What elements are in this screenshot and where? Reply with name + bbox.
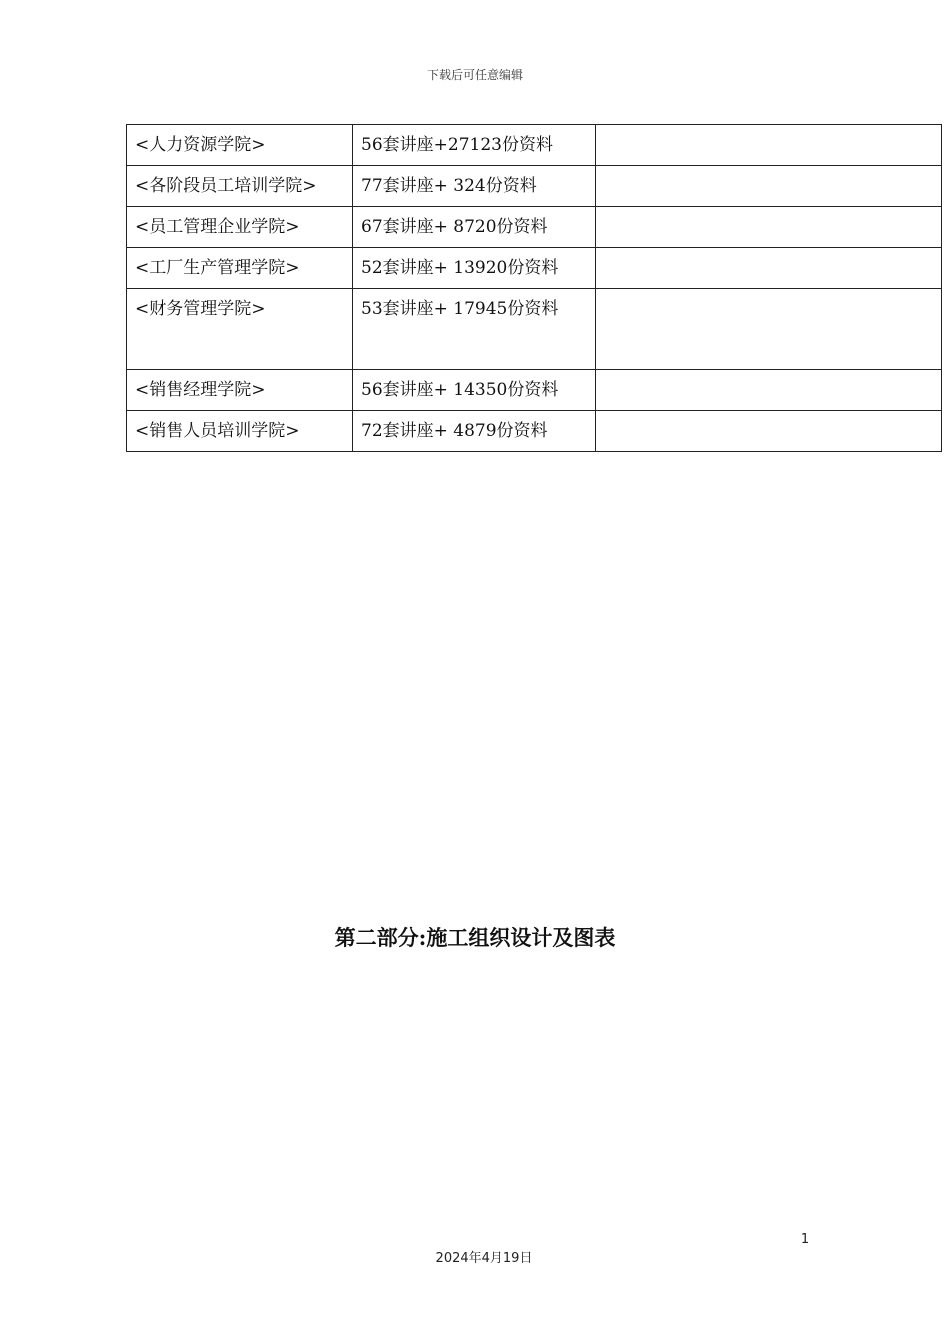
resource-count-cell: 56套讲座+27123份资料 [353,125,596,166]
footer-date: 2024年4月19日 [435,1251,533,1266]
empty-cell [596,248,942,289]
college-name-cell: <各阶段员工培训学院> [127,166,353,207]
empty-cell [596,125,942,166]
table-row [127,166,942,207]
college-name-cell: <人力资源学院> [127,125,353,166]
table-row [127,248,942,289]
table-row [127,207,942,248]
course-table [126,124,942,452]
empty-cell [596,289,942,370]
resource-count-cell: 56套讲座+ 14350份资料 [353,370,596,411]
college-name-cell: <财务管理学院> [127,289,353,370]
table-row [127,411,942,452]
resource-count-cell: 67套讲座+ 8720份资料 [353,207,596,248]
resource-count-cell: 72套讲座+ 4879份资料 [353,411,596,452]
table-row [127,125,942,166]
section-title: 第二部分:施工组织设计及图表 [334,925,616,950]
college-name-cell: <销售人员培训学院> [127,411,353,452]
college-name-cell: <销售经理学院> [127,370,353,411]
table-row [127,370,942,411]
resource-count-cell: 53套讲座+ 17945份资料 [353,289,596,370]
resource-count-cell: 52套讲座+ 13920份资料 [353,248,596,289]
empty-cell [596,207,942,248]
resource-count-cell: 77套讲座+ 324份资料 [353,166,596,207]
college-name-cell: <员工管理企业学院> [127,207,353,248]
empty-cell [596,370,942,411]
college-name-cell: <工厂生产管理学院> [127,248,353,289]
empty-cell [596,166,942,207]
page-header: 下载后可任意编辑 [426,68,523,82]
page-number: 1 [800,1232,810,1247]
table-row [127,289,942,370]
empty-cell [596,411,942,452]
